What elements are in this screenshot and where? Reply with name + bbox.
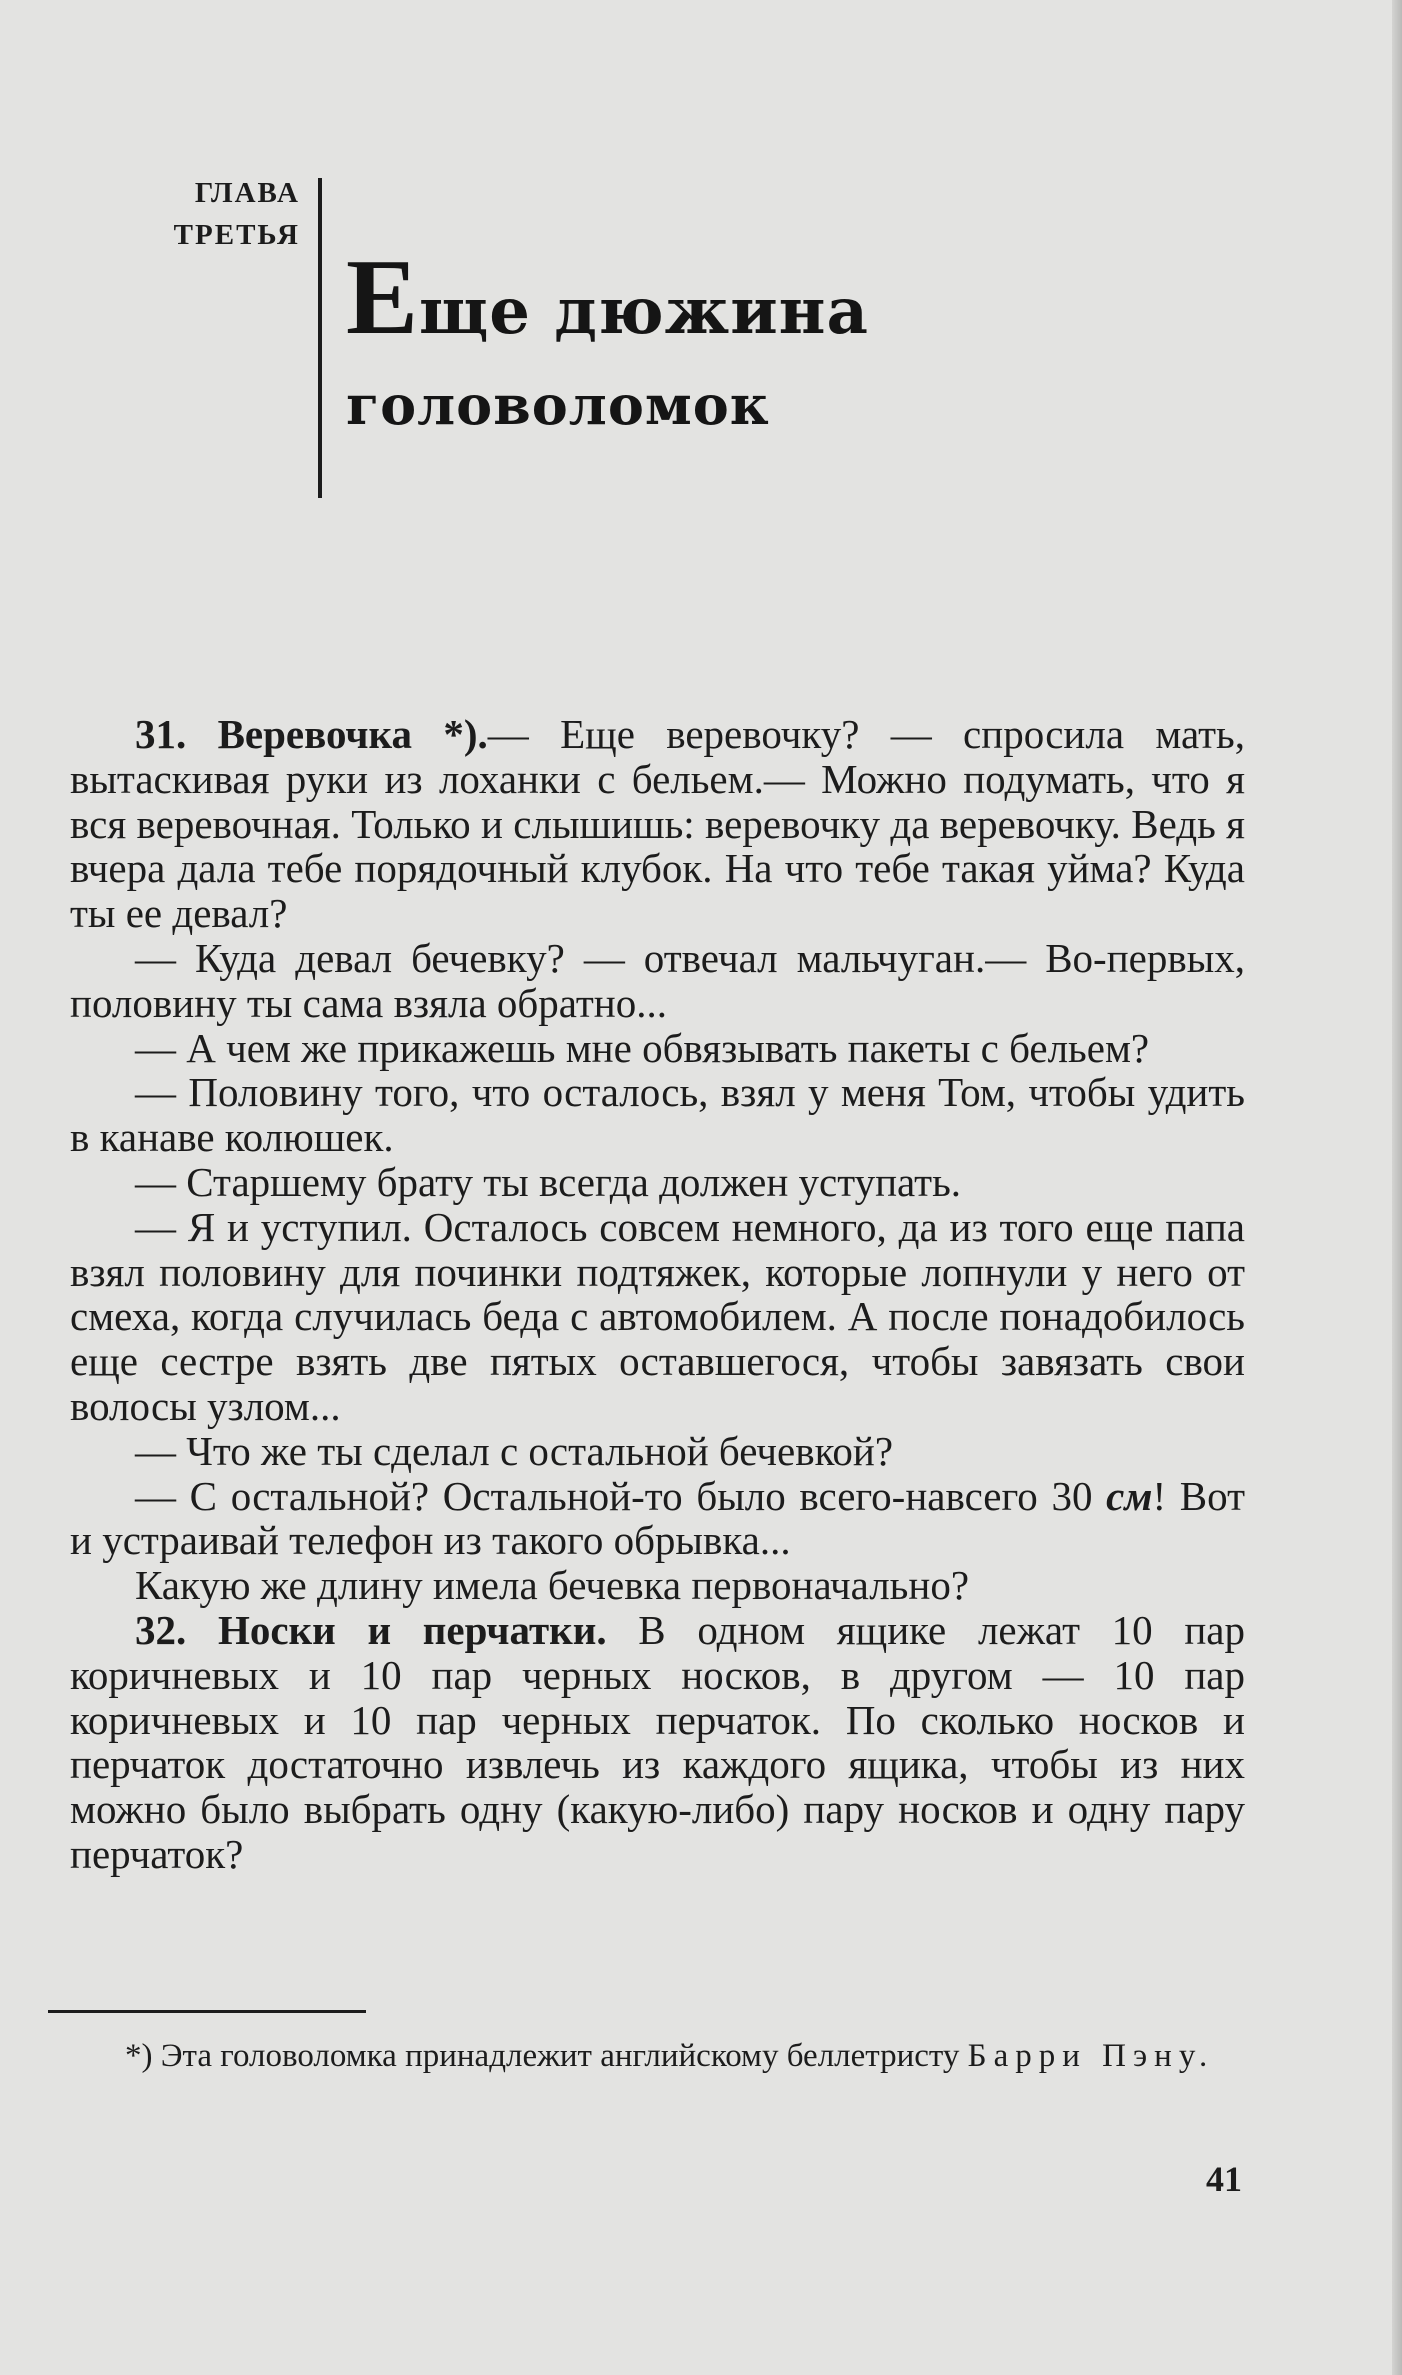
chapter-vertical-rule xyxy=(318,178,322,498)
unit-cm: см xyxy=(1106,1472,1153,1519)
footnote-text xyxy=(70,2036,1225,2076)
page-number: 41 xyxy=(1206,2159,1242,2199)
puzzle-31-intro xyxy=(70,712,1245,936)
body-text xyxy=(70,712,1245,1877)
footnote-rule xyxy=(48,2010,366,2013)
puzzle-31-dialogue-line: — Что же ты сделал с остальной бечевкой? xyxy=(135,1427,894,1474)
puzzle-31-last-line-after: ! Вот и устраивай телефон из такого обрывка... xyxy=(70,1472,1246,1564)
chapter-title-line2: головоломок xyxy=(346,373,770,437)
puzzle-31-dialogue-line: — Я и уступил. Осталось совсем немного, да из того еще папа взял половину для починки подтяжек, которые лопнули у него от смеха, когда случилась беда с автомобилем. А после понадобилось еще сестре взять две пятых оставшегося, чтобы завязать свои волосы узлом... xyxy=(70,1203,1245,1429)
footnote-body: *) Эта головоломка принадлежит английскому беллетристу xyxy=(125,2038,960,2074)
chapter-title-line1 xyxy=(346,238,869,362)
puzzle-31-dialogue-line: — Старшему брату ты всегда должен уступать. xyxy=(135,1158,962,1205)
chapter-label-line1: ГЛАВА xyxy=(194,177,300,209)
page-edge-shadow xyxy=(1392,0,1402,2375)
puzzle-31-last-line xyxy=(70,1474,1245,1564)
puzzle-31-dialogue-line: — Половину того, что осталось, взял у меня Том, чтобы удить в канаве колюшек. xyxy=(70,1069,1245,1161)
footnote xyxy=(70,2036,1225,2076)
puzzle-31-question: Какую же длину имела бечевка первоначально? xyxy=(135,1562,970,1609)
title-dropcap: Е xyxy=(346,238,420,357)
title-line1-rest: ще дюжина xyxy=(419,274,869,349)
puzzle-32-heading: Носки и перчатки. xyxy=(217,1606,607,1653)
puzzle-31-intro-text: — Еще веревочку? — спросила мать, вытаскивая руки из лоханки с бельем.— Можно подумать, что я вся веревочная. Только и слышишь: веревочку да веревочку. Ведь я вчера дала тебе порядочный клубок. На что тебе такая уйма? Куда ты ее девал? xyxy=(70,711,1246,937)
puzzle-32 xyxy=(70,1608,1245,1877)
puzzle-31-last-line-before: — С остальной? Остальной-то было всего-навсего 30 xyxy=(135,1472,1093,1519)
puzzle-31-heading: Веревочка *). xyxy=(217,711,488,757)
chapter-label-line2: ТРЕТЬЯ xyxy=(173,219,300,251)
puzzle-31-number: 31. xyxy=(135,711,187,757)
footnote-author: Барри Пэну. xyxy=(967,2038,1215,2074)
puzzle-32-number: 32. xyxy=(135,1606,187,1653)
puzzle-31-dialogue-line: — Куда девал бечевку? — отвечал мальчуган.— Во-первых, половину ты сама взяла обратно... xyxy=(70,934,1245,1026)
puzzle-31-dialogue-line: — А чем же прикажешь мне обвязывать пакеты с бельем? xyxy=(135,1024,1150,1071)
puzzle-32-text: В одном ящике лежат 10 пар коричневых и 10 пар черных носков, в другом — 10 пар коричневых и 10 пар черных перчаток. По сколько носков и перчаток достаточно извлечь из каждого ящика, чтобы из них можно было выбрать одну (какую-либо) пару носков и одну пару перчаток? xyxy=(70,1606,1246,1877)
chapter-label xyxy=(150,172,300,256)
chapter-title xyxy=(346,238,869,448)
